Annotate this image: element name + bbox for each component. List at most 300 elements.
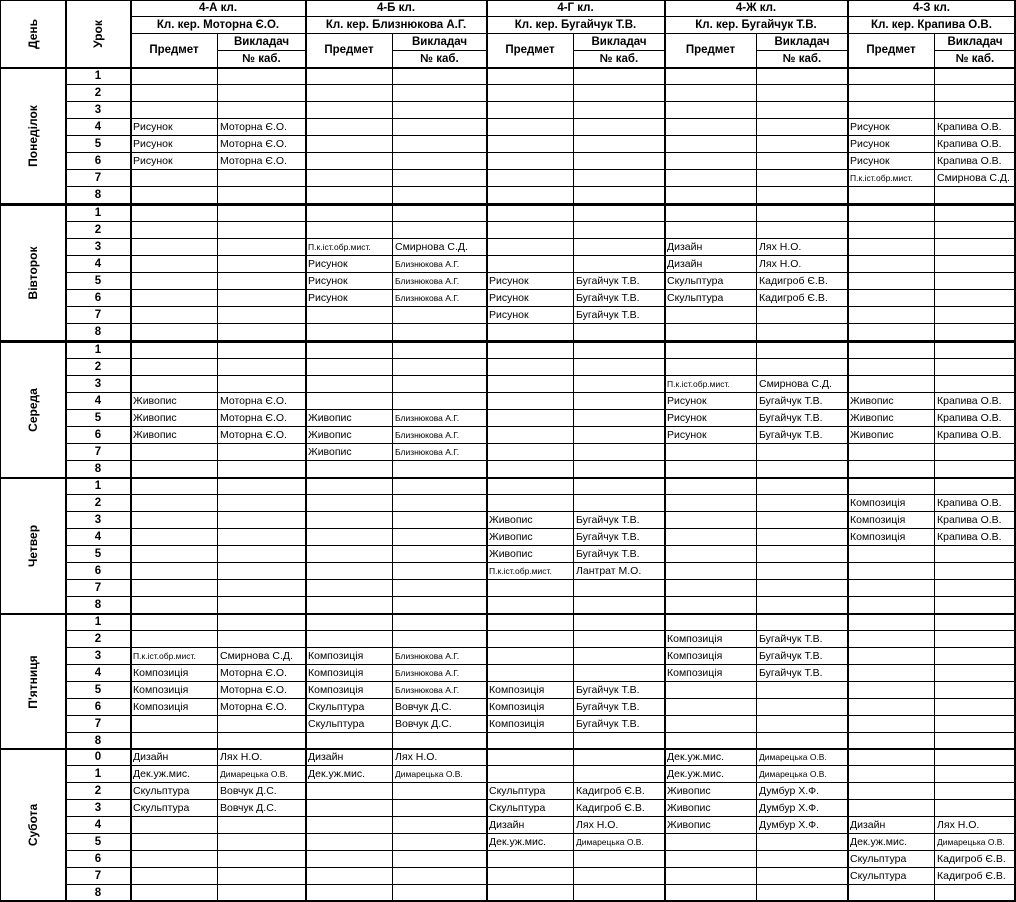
subject-cell bbox=[306, 783, 393, 800]
teacher-cell bbox=[393, 393, 487, 410]
subject-cell bbox=[306, 102, 393, 119]
teacher-cell bbox=[935, 85, 1016, 102]
lesson-number: 4 bbox=[66, 393, 131, 410]
teacher-cell bbox=[757, 153, 848, 170]
teacher-cell bbox=[574, 427, 665, 444]
subject-cell bbox=[306, 597, 393, 614]
border-left bbox=[0, 0, 1, 902]
teacher-cell: Бугайчук Т.В. bbox=[574, 273, 665, 290]
teacher-cell: Лях Н.О. bbox=[218, 749, 306, 766]
subject-cell: Рисунок bbox=[131, 136, 218, 153]
subject-cell: Дек.уж.мис. bbox=[306, 766, 393, 783]
teacher-cell bbox=[393, 597, 487, 614]
teacher-cell: Крапива О.В. bbox=[935, 529, 1016, 546]
subject-cell bbox=[665, 444, 757, 461]
subject-cell bbox=[131, 342, 218, 359]
teacher-cell: Моторна Є.О. bbox=[218, 427, 306, 444]
teacher-cell bbox=[935, 546, 1016, 563]
subject-cell: Рисунок bbox=[306, 290, 393, 307]
subject-cell bbox=[131, 187, 218, 204]
subject-cell bbox=[848, 205, 935, 222]
day-label bbox=[0, 205, 66, 341]
subject-cell bbox=[665, 187, 757, 204]
lesson-number: 3 bbox=[66, 239, 131, 256]
subject-cell bbox=[665, 324, 757, 341]
teacher-cell bbox=[574, 119, 665, 136]
subject-cell bbox=[306, 85, 393, 102]
teacher-cell bbox=[218, 376, 306, 393]
subject-cell bbox=[487, 648, 574, 665]
room-header: № каб. bbox=[574, 51, 665, 68]
subject-cell: Живопис bbox=[131, 393, 218, 410]
lesson-number: 3 bbox=[66, 648, 131, 665]
teacher-header: Викладач bbox=[757, 34, 848, 51]
subject-cell bbox=[848, 222, 935, 239]
teacher-cell bbox=[574, 324, 665, 341]
teacher-cell: Моторна Є.О. bbox=[218, 682, 306, 699]
teacher-cell bbox=[218, 614, 306, 631]
subject-cell: Композиція bbox=[131, 699, 218, 716]
teacher-cell bbox=[218, 716, 306, 733]
teacher-cell bbox=[218, 324, 306, 341]
subject-cell: Композиція bbox=[665, 648, 757, 665]
teacher-cell bbox=[757, 851, 848, 868]
day-name: Четвер bbox=[25, 524, 40, 567]
teacher-cell bbox=[574, 851, 665, 868]
teacher-cell bbox=[218, 444, 306, 461]
lesson-number: 3 bbox=[66, 376, 131, 393]
teacher-cell bbox=[935, 187, 1016, 204]
teacher-cell bbox=[757, 119, 848, 136]
teacher-cell bbox=[393, 342, 487, 359]
subject-cell: Рисунок bbox=[848, 136, 935, 153]
teacher-cell bbox=[935, 580, 1016, 597]
subject-cell bbox=[131, 376, 218, 393]
teacher-cell bbox=[935, 800, 1016, 817]
teacher-cell bbox=[393, 851, 487, 868]
subject-cell bbox=[665, 136, 757, 153]
teacher-cell: Димарецька О.В. bbox=[574, 834, 665, 851]
subject-cell bbox=[487, 478, 574, 495]
subject-cell bbox=[848, 631, 935, 648]
subject-cell: П.к.іст.обр.мист. bbox=[848, 170, 935, 187]
teacher-cell: Моторна Є.О. bbox=[218, 665, 306, 682]
subject-cell bbox=[306, 359, 393, 376]
subject-cell bbox=[848, 359, 935, 376]
subject-cell: Дек.уж.мис. bbox=[665, 766, 757, 783]
teacher-cell bbox=[393, 136, 487, 153]
subject-cell bbox=[665, 580, 757, 597]
teacher-cell bbox=[393, 868, 487, 885]
subject-cell bbox=[306, 68, 393, 85]
subject-cell bbox=[306, 614, 393, 631]
subject-cell bbox=[131, 324, 218, 341]
subject-cell: Живопис bbox=[306, 444, 393, 461]
teacher-cell bbox=[218, 461, 306, 478]
subject-cell bbox=[848, 478, 935, 495]
lesson-number: 8 bbox=[66, 324, 131, 341]
teacher-cell bbox=[574, 580, 665, 597]
teacher-cell bbox=[393, 546, 487, 563]
day-label bbox=[0, 342, 66, 478]
teacher-cell bbox=[574, 478, 665, 495]
subject-cell bbox=[306, 529, 393, 546]
teacher-cell bbox=[574, 749, 665, 766]
teacher-cell bbox=[935, 102, 1016, 119]
teacher-cell bbox=[393, 187, 487, 204]
subject-cell bbox=[665, 342, 757, 359]
teacher-cell bbox=[935, 222, 1016, 239]
subject-cell bbox=[848, 239, 935, 256]
teacher-cell: Кадигроб Є.В. bbox=[574, 800, 665, 817]
subject-cell bbox=[487, 136, 574, 153]
subject-cell: Рисунок bbox=[665, 410, 757, 427]
teacher-cell bbox=[574, 170, 665, 187]
day-label bbox=[0, 68, 66, 204]
class-curator: Кл. кер. Крапива О.В. bbox=[848, 17, 1016, 34]
teacher-cell bbox=[218, 868, 306, 885]
teacher-cell: Моторна Є.О. bbox=[218, 410, 306, 427]
subject-cell bbox=[306, 136, 393, 153]
teacher-cell bbox=[393, 631, 487, 648]
teacher-cell bbox=[218, 512, 306, 529]
lesson-number: 7 bbox=[66, 716, 131, 733]
subject-cell bbox=[487, 170, 574, 187]
teacher-cell bbox=[757, 102, 848, 119]
teacher-cell bbox=[757, 682, 848, 699]
header-divider bbox=[0, 67, 1016, 69]
teacher-cell bbox=[757, 461, 848, 478]
subject-header: Предмет bbox=[487, 34, 574, 68]
teacher-cell bbox=[218, 239, 306, 256]
teacher-cell bbox=[935, 307, 1016, 324]
subject-cell bbox=[848, 376, 935, 393]
teacher-cell bbox=[935, 461, 1016, 478]
subject-cell bbox=[131, 716, 218, 733]
subject-cell bbox=[848, 342, 935, 359]
teacher-cell: Бугайчук Т.В. bbox=[757, 648, 848, 665]
lesson-number: 2 bbox=[66, 631, 131, 648]
subject-cell: Дизайн bbox=[665, 239, 757, 256]
teacher-cell bbox=[218, 478, 306, 495]
teacher-cell bbox=[393, 119, 487, 136]
teacher-cell: Крапива О.В. bbox=[935, 427, 1016, 444]
lesson-number: 5 bbox=[66, 410, 131, 427]
subject-cell bbox=[487, 614, 574, 631]
column-divider bbox=[486, 0, 488, 902]
teacher-cell: Моторна Є.О. bbox=[218, 153, 306, 170]
subject-cell bbox=[487, 461, 574, 478]
subject-cell bbox=[487, 631, 574, 648]
class-name: 4-Б кл. bbox=[306, 0, 487, 17]
subject-cell bbox=[665, 614, 757, 631]
teacher-cell bbox=[574, 461, 665, 478]
teacher-cell bbox=[757, 136, 848, 153]
subject-cell bbox=[848, 68, 935, 85]
subject-cell bbox=[131, 273, 218, 290]
teacher-cell: Димарецька О.В. bbox=[393, 766, 487, 783]
lesson-number: 0 bbox=[66, 749, 131, 766]
subject-cell: Композиція bbox=[665, 631, 757, 648]
teacher-cell bbox=[393, 817, 487, 834]
subject-cell bbox=[665, 307, 757, 324]
lesson-number: 8 bbox=[66, 885, 131, 902]
subject-cell bbox=[487, 851, 574, 868]
subject-cell bbox=[131, 478, 218, 495]
subject-cell: П.к.іст.обр.мист. bbox=[306, 239, 393, 256]
subject-cell bbox=[306, 631, 393, 648]
teacher-cell bbox=[757, 85, 848, 102]
class-curator: Кл. кер. Моторна Є.О. bbox=[131, 17, 306, 34]
subject-cell bbox=[487, 187, 574, 204]
teacher-cell bbox=[935, 682, 1016, 699]
teacher-cell bbox=[757, 716, 848, 733]
subject-cell bbox=[306, 222, 393, 239]
teacher-cell: Близнюкова А.Г. bbox=[393, 273, 487, 290]
subject-cell: Живопис bbox=[665, 783, 757, 800]
lesson-number: 7 bbox=[66, 307, 131, 324]
teacher-cell bbox=[218, 851, 306, 868]
lesson-number: 7 bbox=[66, 170, 131, 187]
teacher-cell bbox=[757, 187, 848, 204]
subject-cell: Рисунок bbox=[487, 307, 574, 324]
teacher-cell bbox=[757, 580, 848, 597]
teacher-cell bbox=[935, 376, 1016, 393]
subject-cell bbox=[665, 563, 757, 580]
teacher-cell bbox=[393, 478, 487, 495]
subject-cell bbox=[487, 239, 574, 256]
teacher-cell: Бугайчук Т.В. bbox=[574, 716, 665, 733]
subject-cell bbox=[665, 170, 757, 187]
teacher-cell: Бугайчук Т.В. bbox=[574, 699, 665, 716]
lesson-number: 1 bbox=[66, 766, 131, 783]
subject-cell bbox=[665, 699, 757, 716]
subject-cell bbox=[131, 205, 218, 222]
teacher-cell bbox=[935, 749, 1016, 766]
subject-cell bbox=[665, 546, 757, 563]
teacher-cell bbox=[218, 307, 306, 324]
teacher-cell bbox=[935, 563, 1016, 580]
teacher-cell bbox=[574, 359, 665, 376]
subject-cell bbox=[487, 495, 574, 512]
lesson-number: 4 bbox=[66, 665, 131, 682]
subject-cell bbox=[665, 597, 757, 614]
teacher-cell bbox=[935, 342, 1016, 359]
teacher-cell: Думбур Х.Ф. bbox=[757, 817, 848, 834]
subject-cell: Живопис bbox=[848, 410, 935, 427]
teacher-cell: Крапива О.В. bbox=[935, 136, 1016, 153]
teacher-cell bbox=[935, 478, 1016, 495]
teacher-cell: Бугайчук Т.В. bbox=[757, 665, 848, 682]
subject-cell: Скульптура bbox=[848, 868, 935, 885]
subject-cell: Дизайн bbox=[487, 817, 574, 834]
subject-cell bbox=[848, 665, 935, 682]
subject-cell bbox=[665, 512, 757, 529]
subject-cell: Рисунок bbox=[306, 273, 393, 290]
subject-cell bbox=[487, 153, 574, 170]
room-header: № каб. bbox=[935, 51, 1016, 68]
teacher-cell bbox=[393, 68, 487, 85]
teacher-cell bbox=[218, 205, 306, 222]
subject-cell: Скульптура bbox=[131, 783, 218, 800]
subject-cell bbox=[131, 563, 218, 580]
teacher-cell bbox=[218, 222, 306, 239]
subject-cell: Дек.уж.мис. bbox=[131, 766, 218, 783]
lesson-number: 5 bbox=[66, 834, 131, 851]
subject-cell: Композиція bbox=[306, 648, 393, 665]
class-name: 4-З кл. bbox=[848, 0, 1016, 17]
subject-header: Предмет bbox=[131, 34, 218, 68]
lesson-number: 8 bbox=[66, 461, 131, 478]
teacher-cell bbox=[757, 324, 848, 341]
teacher-cell bbox=[393, 783, 487, 800]
subject-cell bbox=[848, 187, 935, 204]
subject-cell bbox=[131, 307, 218, 324]
subject-cell: Композиція bbox=[848, 529, 935, 546]
teacher-cell: Лях Н.О. bbox=[393, 749, 487, 766]
subject-cell: Дизайн bbox=[131, 749, 218, 766]
teacher-header: Викладач bbox=[393, 34, 487, 51]
subject-cell bbox=[131, 239, 218, 256]
day-divider bbox=[0, 204, 1016, 206]
teacher-cell: Моторна Є.О. bbox=[218, 119, 306, 136]
subject-cell bbox=[665, 153, 757, 170]
subject-cell bbox=[848, 597, 935, 614]
subject-cell: Рисунок bbox=[131, 153, 218, 170]
subject-cell bbox=[306, 800, 393, 817]
subject-cell bbox=[487, 119, 574, 136]
teacher-cell: Близнюкова А.Г. bbox=[393, 665, 487, 682]
teacher-cell bbox=[757, 529, 848, 546]
subject-cell bbox=[487, 102, 574, 119]
column-divider bbox=[65, 0, 67, 902]
lesson-number: 5 bbox=[66, 546, 131, 563]
subject-cell bbox=[131, 68, 218, 85]
subject-cell: Композиція bbox=[131, 665, 218, 682]
teacher-cell bbox=[935, 766, 1016, 783]
subject-cell bbox=[848, 614, 935, 631]
subject-cell: Дизайн bbox=[306, 749, 393, 766]
teacher-cell: Крапива О.В. bbox=[935, 410, 1016, 427]
day-header-label: День bbox=[25, 18, 40, 49]
lesson-number: 7 bbox=[66, 868, 131, 885]
teacher-cell: Лях Н.О. bbox=[574, 817, 665, 834]
subject-cell: Живопис bbox=[487, 512, 574, 529]
teacher-cell bbox=[393, 529, 487, 546]
teacher-cell: Вовчук Д.С. bbox=[218, 800, 306, 817]
teacher-cell bbox=[574, 376, 665, 393]
teacher-cell: Димарецька О.В. bbox=[757, 766, 848, 783]
subject-cell: Живопис bbox=[848, 393, 935, 410]
subject-header: Предмет bbox=[306, 34, 393, 68]
teacher-cell: Близнюкова А.Г. bbox=[393, 427, 487, 444]
day-name: Понеділок bbox=[25, 104, 40, 167]
subject-cell: Композиція bbox=[487, 716, 574, 733]
subject-cell: Скульптура bbox=[665, 273, 757, 290]
subject-cell: Живопис bbox=[487, 529, 574, 546]
subject-cell bbox=[306, 342, 393, 359]
teacher-cell bbox=[393, 614, 487, 631]
subject-cell bbox=[487, 393, 574, 410]
subject-cell bbox=[848, 85, 935, 102]
teacher-cell bbox=[218, 187, 306, 204]
subject-cell bbox=[306, 512, 393, 529]
teacher-cell bbox=[935, 716, 1016, 733]
teacher-cell: Бугайчук Т.В. bbox=[757, 631, 848, 648]
subject-cell bbox=[665, 85, 757, 102]
teacher-cell bbox=[218, 495, 306, 512]
teacher-cell bbox=[393, 85, 487, 102]
subject-cell: Композиція bbox=[848, 512, 935, 529]
teacher-cell: Бугайчук Т.В. bbox=[574, 290, 665, 307]
teacher-cell bbox=[574, 614, 665, 631]
subject-cell: Композиція bbox=[131, 682, 218, 699]
teacher-cell bbox=[935, 273, 1016, 290]
teacher-cell: Близнюкова А.Г. bbox=[393, 256, 487, 273]
teacher-cell bbox=[393, 580, 487, 597]
teacher-cell bbox=[218, 546, 306, 563]
subject-cell bbox=[848, 324, 935, 341]
subject-cell bbox=[665, 682, 757, 699]
teacher-cell bbox=[757, 834, 848, 851]
teacher-header: Викладач bbox=[218, 34, 306, 51]
day-label bbox=[0, 749, 66, 902]
subject-cell bbox=[665, 834, 757, 851]
lesson-number: 1 bbox=[66, 478, 131, 495]
teacher-cell bbox=[393, 800, 487, 817]
teacher-cell: Кадигроб Є.В. bbox=[935, 868, 1016, 885]
subject-cell: Скульптура bbox=[665, 290, 757, 307]
subject-cell bbox=[848, 648, 935, 665]
subject-cell bbox=[487, 68, 574, 85]
teacher-cell: Близнюкова А.Г. bbox=[393, 648, 487, 665]
teacher-cell: Бугайчук Т.В. bbox=[757, 410, 848, 427]
lesson-number: 7 bbox=[66, 444, 131, 461]
teacher-cell: Смирнова С.Д. bbox=[393, 239, 487, 256]
teacher-cell bbox=[574, 205, 665, 222]
teacher-cell bbox=[218, 256, 306, 273]
subject-cell bbox=[487, 580, 574, 597]
teacher-cell bbox=[574, 342, 665, 359]
teacher-cell: Смирнова С.Д. bbox=[935, 170, 1016, 187]
teacher-cell bbox=[757, 68, 848, 85]
teacher-cell bbox=[574, 648, 665, 665]
lesson-number: 6 bbox=[66, 153, 131, 170]
teacher-cell bbox=[757, 614, 848, 631]
teacher-cell bbox=[757, 699, 848, 716]
teacher-cell bbox=[218, 597, 306, 614]
teacher-cell: Кадигроб Є.В. bbox=[574, 783, 665, 800]
teacher-cell: Вовчук Д.С. bbox=[218, 783, 306, 800]
subject-cell bbox=[487, 868, 574, 885]
teacher-cell: Кадигроб Є.В. bbox=[757, 273, 848, 290]
teacher-cell bbox=[218, 817, 306, 834]
teacher-cell bbox=[393, 359, 487, 376]
subject-cell: Рисунок bbox=[306, 256, 393, 273]
teacher-cell: Кадигроб Є.В. bbox=[757, 290, 848, 307]
class-name: 4-Г кл. bbox=[487, 0, 665, 17]
teacher-cell: Лантрат М.О. bbox=[574, 563, 665, 580]
subject-cell bbox=[131, 597, 218, 614]
teacher-cell bbox=[218, 273, 306, 290]
lesson-number: 5 bbox=[66, 273, 131, 290]
subject-cell: Скульптура bbox=[131, 800, 218, 817]
subject-cell bbox=[487, 597, 574, 614]
subject-cell bbox=[665, 868, 757, 885]
subject-cell bbox=[131, 817, 218, 834]
subject-cell bbox=[306, 546, 393, 563]
teacher-cell bbox=[757, 597, 848, 614]
